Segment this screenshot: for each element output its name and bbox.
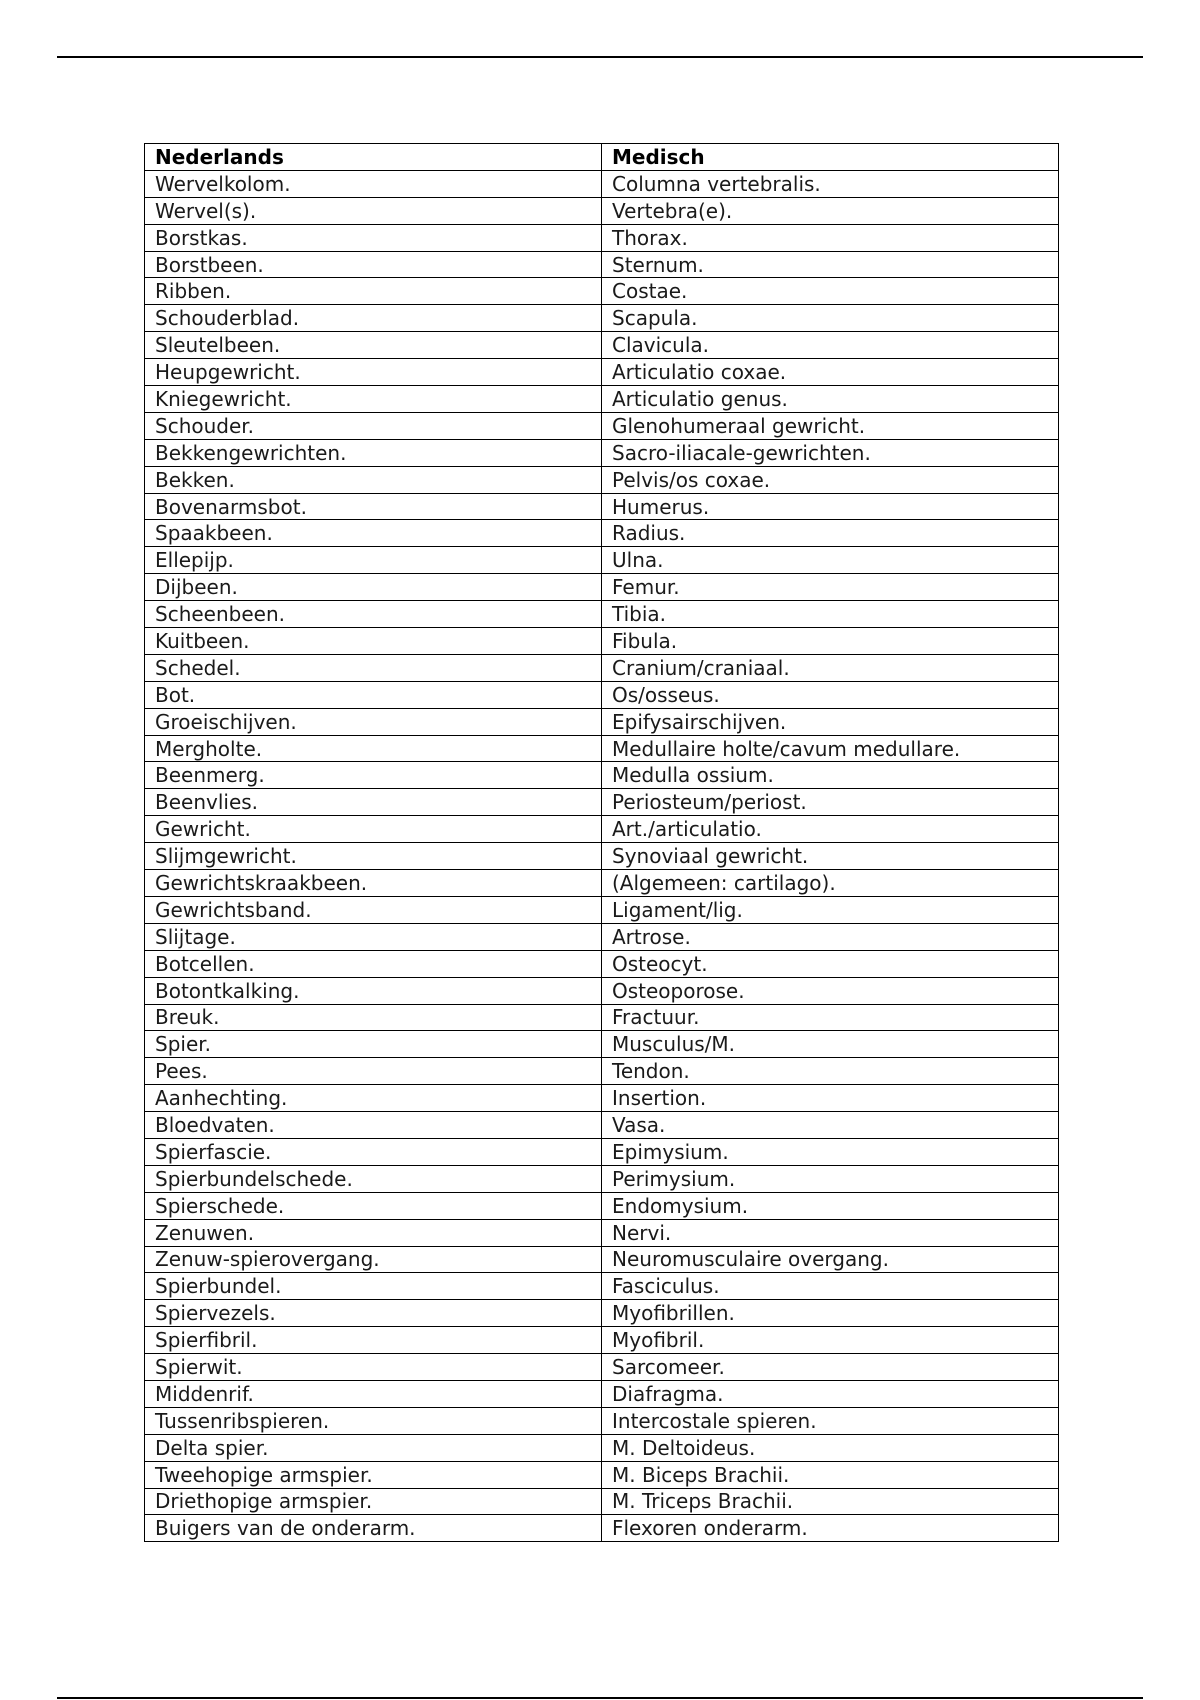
table-row bbox=[145, 1461, 1059, 1488]
cell-dutch-term: Slijmgewricht. bbox=[145, 843, 602, 870]
cell-medical-term: Fibula. bbox=[602, 628, 1059, 655]
table-row bbox=[145, 789, 1059, 816]
cell-dutch-term: Schouder. bbox=[145, 412, 602, 439]
cell-medical-term: Costae. bbox=[602, 278, 1059, 305]
cell-medical-term: M. Triceps Brachii. bbox=[602, 1488, 1059, 1515]
footer-rule bbox=[57, 1697, 1143, 1699]
table-row bbox=[145, 735, 1059, 762]
table-row bbox=[145, 950, 1059, 977]
cell-dutch-term: Borstbeen. bbox=[145, 251, 602, 278]
cell-medical-term: Art./articulatio. bbox=[602, 816, 1059, 843]
cell-medical-term: Femur. bbox=[602, 574, 1059, 601]
table-row bbox=[145, 547, 1059, 574]
table-row bbox=[145, 708, 1059, 735]
cell-medical-term: Endomysium. bbox=[602, 1192, 1059, 1219]
table-row bbox=[145, 251, 1059, 278]
cell-medical-term: Cranium/craniaal. bbox=[602, 654, 1059, 681]
table-row bbox=[145, 1192, 1059, 1219]
table-row bbox=[145, 1058, 1059, 1085]
cell-medical-term: Clavicula. bbox=[602, 332, 1059, 359]
cell-medical-term: Synoviaal gewricht. bbox=[602, 843, 1059, 870]
cell-medical-term: Articulatio coxae. bbox=[602, 359, 1059, 386]
table-body bbox=[145, 170, 1059, 1541]
table-row bbox=[145, 332, 1059, 359]
cell-medical-term: Pelvis/os coxae. bbox=[602, 466, 1059, 493]
table-row bbox=[145, 520, 1059, 547]
cell-medical-term: Radius. bbox=[602, 520, 1059, 547]
cell-dutch-term: Sleutelbeen. bbox=[145, 332, 602, 359]
cell-medical-term: Columna vertebralis. bbox=[602, 170, 1059, 197]
table-row bbox=[145, 1488, 1059, 1515]
cell-dutch-term: Gewricht. bbox=[145, 816, 602, 843]
cell-dutch-term: Bloedvaten. bbox=[145, 1112, 602, 1139]
cell-dutch-term: Zenuw-spierovergang. bbox=[145, 1246, 602, 1273]
cell-medical-term: Fasciculus. bbox=[602, 1273, 1059, 1300]
cell-dutch-term: Kniegewricht. bbox=[145, 386, 602, 413]
table-row bbox=[145, 1165, 1059, 1192]
cell-medical-term: Sacro-iliacale-gewrichten. bbox=[602, 439, 1059, 466]
table-row bbox=[145, 923, 1059, 950]
cell-medical-term: Artrose. bbox=[602, 923, 1059, 950]
cell-medical-term: M. Biceps Brachii. bbox=[602, 1461, 1059, 1488]
cell-medical-term: (Algemeen: cartilago). bbox=[602, 870, 1059, 897]
cell-medical-term: Musculus/M. bbox=[602, 1031, 1059, 1058]
cell-dutch-term: Dijbeen. bbox=[145, 574, 602, 601]
cell-dutch-term: Tussenribspieren. bbox=[145, 1407, 602, 1434]
column-header-medical: Medisch bbox=[602, 144, 1059, 171]
table-row bbox=[145, 843, 1059, 870]
table-row bbox=[145, 1112, 1059, 1139]
table-row bbox=[145, 1327, 1059, 1354]
table-row bbox=[145, 1273, 1059, 1300]
table-row bbox=[145, 1354, 1059, 1381]
table-row bbox=[145, 654, 1059, 681]
table-row bbox=[145, 1031, 1059, 1058]
table-row bbox=[145, 386, 1059, 413]
cell-medical-term: Osteocyt. bbox=[602, 950, 1059, 977]
table-row bbox=[145, 870, 1059, 897]
cell-dutch-term: Beenvlies. bbox=[145, 789, 602, 816]
cell-dutch-term: Mergholte. bbox=[145, 735, 602, 762]
cell-dutch-term: Borstkas. bbox=[145, 224, 602, 251]
cell-dutch-term: Beenmerg. bbox=[145, 762, 602, 789]
cell-medical-term: Myofibril. bbox=[602, 1327, 1059, 1354]
table-row bbox=[145, 359, 1059, 386]
cell-medical-term: Medulla ossium. bbox=[602, 762, 1059, 789]
cell-dutch-term: Kuitbeen. bbox=[145, 628, 602, 655]
cell-medical-term: Ligament/lig. bbox=[602, 896, 1059, 923]
cell-dutch-term: Spierbundel. bbox=[145, 1273, 602, 1300]
cell-medical-term: Epimysium. bbox=[602, 1138, 1059, 1165]
cell-dutch-term: Bovenarmsbot. bbox=[145, 493, 602, 520]
header-rule bbox=[57, 56, 1143, 58]
table-row bbox=[145, 1434, 1059, 1461]
table-row bbox=[145, 977, 1059, 1004]
cell-dutch-term: Bekkengewrichten. bbox=[145, 439, 602, 466]
cell-medical-term: M. Deltoideus. bbox=[602, 1434, 1059, 1461]
cell-medical-term: Epifysairschijven. bbox=[602, 708, 1059, 735]
cell-dutch-term: Spaakbeen. bbox=[145, 520, 602, 547]
cell-dutch-term: Zenuwen. bbox=[145, 1219, 602, 1246]
cell-medical-term: Tibia. bbox=[602, 601, 1059, 628]
cell-medical-term: Fractuur. bbox=[602, 1004, 1059, 1031]
cell-dutch-term: Ribben. bbox=[145, 278, 602, 305]
cell-medical-term: Neuromusculaire overgang. bbox=[602, 1246, 1059, 1273]
cell-dutch-term: Spierfibril. bbox=[145, 1327, 602, 1354]
cell-dutch-term: Slijtage. bbox=[145, 923, 602, 950]
table-row bbox=[145, 1085, 1059, 1112]
cell-medical-term: Intercostale spieren. bbox=[602, 1407, 1059, 1434]
table-row bbox=[145, 224, 1059, 251]
table-row bbox=[145, 197, 1059, 224]
table-row bbox=[145, 278, 1059, 305]
table-row bbox=[145, 1515, 1059, 1542]
cell-medical-term: Myofibrillen. bbox=[602, 1300, 1059, 1327]
cell-dutch-term: Scheenbeen. bbox=[145, 601, 602, 628]
table-row bbox=[145, 628, 1059, 655]
cell-medical-term: Nervi. bbox=[602, 1219, 1059, 1246]
cell-medical-term: Ulna. bbox=[602, 547, 1059, 574]
table-row bbox=[145, 1246, 1059, 1273]
column-header-dutch: Nederlands bbox=[145, 144, 602, 171]
cell-medical-term: Perimysium. bbox=[602, 1165, 1059, 1192]
cell-dutch-term: Spiervezels. bbox=[145, 1300, 602, 1327]
cell-dutch-term: Bot. bbox=[145, 681, 602, 708]
cell-dutch-term: Gewrichtskraakbeen. bbox=[145, 870, 602, 897]
cell-dutch-term: Botcellen. bbox=[145, 950, 602, 977]
cell-medical-term: Medullaire holte/cavum medullare. bbox=[602, 735, 1059, 762]
cell-dutch-term: Botontkalking. bbox=[145, 977, 602, 1004]
cell-dutch-term: Buigers van de onderarm. bbox=[145, 1515, 602, 1542]
cell-dutch-term: Wervel(s). bbox=[145, 197, 602, 224]
cell-dutch-term: Spierfascie. bbox=[145, 1138, 602, 1165]
table-row bbox=[145, 574, 1059, 601]
cell-medical-term: Diafragma. bbox=[602, 1380, 1059, 1407]
cell-dutch-term: Ellepijp. bbox=[145, 547, 602, 574]
table-row bbox=[145, 762, 1059, 789]
cell-dutch-term: Tweehopige armspier. bbox=[145, 1461, 602, 1488]
cell-dutch-term: Spierschede. bbox=[145, 1192, 602, 1219]
table-header-row bbox=[145, 144, 1059, 171]
table-row bbox=[145, 896, 1059, 923]
cell-dutch-term: Driethopige armspier. bbox=[145, 1488, 602, 1515]
table-row bbox=[145, 1407, 1059, 1434]
cell-medical-term: Tendon. bbox=[602, 1058, 1059, 1085]
cell-medical-term: Articulatio genus. bbox=[602, 386, 1059, 413]
cell-medical-term: Insertion. bbox=[602, 1085, 1059, 1112]
table-row bbox=[145, 1380, 1059, 1407]
cell-dutch-term: Schouderblad. bbox=[145, 305, 602, 332]
cell-medical-term: Vasa. bbox=[602, 1112, 1059, 1139]
table-row bbox=[145, 466, 1059, 493]
cell-medical-term: Glenohumeraal gewricht. bbox=[602, 412, 1059, 439]
table-row bbox=[145, 170, 1059, 197]
table-row bbox=[145, 1138, 1059, 1165]
table-row bbox=[145, 681, 1059, 708]
cell-dutch-term: Groeischijven. bbox=[145, 708, 602, 735]
table-row bbox=[145, 816, 1059, 843]
cell-dutch-term: Aanhechting. bbox=[145, 1085, 602, 1112]
cell-dutch-term: Heupgewricht. bbox=[145, 359, 602, 386]
table-row bbox=[145, 439, 1059, 466]
cell-medical-term: Osteoporose. bbox=[602, 977, 1059, 1004]
cell-dutch-term: Spier. bbox=[145, 1031, 602, 1058]
table-row bbox=[145, 305, 1059, 332]
cell-medical-term: Flexoren onderarm. bbox=[602, 1515, 1059, 1542]
cell-medical-term: Scapula. bbox=[602, 305, 1059, 332]
cell-dutch-term: Schedel. bbox=[145, 654, 602, 681]
terminology-table bbox=[144, 143, 1059, 1542]
cell-dutch-term: Spierwit. bbox=[145, 1354, 602, 1381]
cell-medical-term: Periosteum/periost. bbox=[602, 789, 1059, 816]
cell-dutch-term: Breuk. bbox=[145, 1004, 602, 1031]
cell-medical-term: Os/osseus. bbox=[602, 681, 1059, 708]
cell-medical-term: Sarcomeer. bbox=[602, 1354, 1059, 1381]
table-row bbox=[145, 601, 1059, 628]
cell-medical-term: Thorax. bbox=[602, 224, 1059, 251]
cell-dutch-term: Wervelkolom. bbox=[145, 170, 602, 197]
cell-dutch-term: Gewrichtsband. bbox=[145, 896, 602, 923]
cell-dutch-term: Pees. bbox=[145, 1058, 602, 1085]
table-row bbox=[145, 1004, 1059, 1031]
cell-dutch-term: Middenrif. bbox=[145, 1380, 602, 1407]
table-row bbox=[145, 1219, 1059, 1246]
table-row bbox=[145, 1300, 1059, 1327]
table-row bbox=[145, 412, 1059, 439]
cell-dutch-term: Delta spier. bbox=[145, 1434, 602, 1461]
table-row bbox=[145, 493, 1059, 520]
cell-medical-term: Sternum. bbox=[602, 251, 1059, 278]
cell-medical-term: Vertebra(e). bbox=[602, 197, 1059, 224]
cell-dutch-term: Bekken. bbox=[145, 466, 602, 493]
cell-medical-term: Humerus. bbox=[602, 493, 1059, 520]
cell-dutch-term: Spierbundelschede. bbox=[145, 1165, 602, 1192]
